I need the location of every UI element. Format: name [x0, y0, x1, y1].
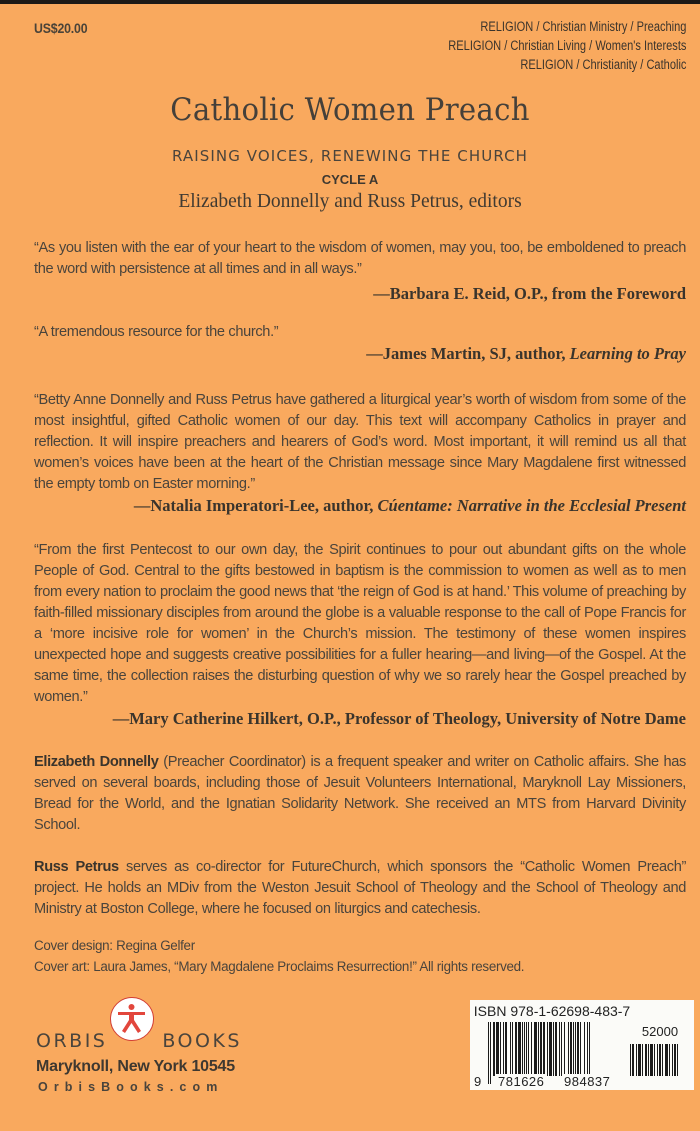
endorsement-quote — [34, 238, 686, 280]
barcode-bar — [540, 1022, 542, 1076]
attribution-work: Learning to Pray — [569, 344, 686, 363]
bio-text: (Preacher Coordinator) is a frequent speaker and writer on Catholic affairs. She has served on several boards, including those of Jesuit Volunteers International, Maryknoll Lay Missioners, Bread for the World, and the Ignatian Solidarity Network. She received an MTS from Harvard Divinity School. — [34, 754, 686, 833]
quote-text: “Betty Anne Donnelly and Russ Petrus have gathered a liturgical year’s worth of wisdom from some of the most insightful, gifted Catholic women of our day. This text will accompany Catholics in prayer and reflection. It will inspire preachers and hearers of God’s word. Most important, it will remind us all that women’s voices have been at the heart of the Christian message since Mary Magdalene first witnessed the empty tomb on Easter morning.” — [34, 392, 686, 492]
barcode-bar — [510, 1022, 511, 1076]
barcode-bar — [648, 1044, 649, 1076]
price-code: 52000 — [641, 1024, 679, 1039]
attribution-text: —Barbara E. Reid, O.P., from the Foreword — [373, 284, 686, 303]
endorsement-quote — [34, 322, 686, 343]
bio-text: serves as co-director for FutureChurch, which sponsors the “Catholic Women Preach” project. He holds an MDiv from the Weston Jesuit School of Theology and the School of Theology and Ministry at Boston College, where he focused on liturgics and catechesis. — [34, 859, 686, 917]
endorsement-attribution — [373, 284, 686, 304]
attribution-work: Cúentame: Narrative in the Ecclesial Present — [377, 496, 686, 515]
publisher-website[interactable]: OrbisBooks.com — [38, 1080, 224, 1094]
quote-text: “As you listen with the ear of your heart to the wisdom of women, may you, too, be emboldened to preach the word with persistence at all times and in all ways.” — [34, 240, 686, 277]
barcode-bar — [580, 1022, 581, 1076]
barcode-bar — [518, 1022, 521, 1076]
top-edge-band — [0, 0, 700, 4]
barcode-bar — [642, 1044, 643, 1076]
barcode-bar — [674, 1044, 676, 1076]
barcode-bar — [549, 1022, 552, 1076]
barcode-bar — [559, 1022, 560, 1076]
barcode-bar — [575, 1022, 576, 1076]
barcode-bar — [543, 1022, 545, 1076]
barcode-bar — [677, 1044, 678, 1076]
price: US$20.00 — [34, 20, 88, 36]
barcode-bar — [568, 1022, 569, 1076]
bio-name: Russ Petrus — [34, 859, 119, 875]
endorsement-quote — [34, 540, 686, 708]
endorsement-attribution — [366, 344, 686, 364]
editors-line: Elizabeth Donnelly and Russ Petrus, editors — [178, 191, 522, 212]
barcode-bar — [672, 1044, 673, 1076]
barcode-bar — [488, 1022, 489, 1084]
barcode-bar — [547, 1022, 548, 1076]
barcode-bar — [630, 1044, 631, 1076]
endorsement-quote — [34, 390, 686, 495]
barcode-bar — [526, 1022, 527, 1076]
barcode-bar — [650, 1044, 653, 1076]
barcode-bar — [632, 1044, 634, 1076]
barcode-bar — [505, 1022, 507, 1076]
barcode-digits-left: 781626 — [498, 1074, 545, 1089]
barcode-bar — [662, 1044, 663, 1076]
barcode-bar — [669, 1044, 670, 1076]
barcode-bar — [493, 1022, 495, 1076]
category-line: RELIGION / Christianity / Catholic — [519, 57, 686, 72]
barcode-bar — [534, 1022, 537, 1076]
barcode-bar — [577, 1022, 579, 1076]
addon-barcode-bars — [630, 1044, 692, 1084]
barcode-bar — [531, 1022, 532, 1076]
quote-text: “A tremendous resource for the church.” — [34, 324, 279, 340]
barcode-bar — [564, 1022, 565, 1076]
figure-glyph — [111, 998, 152, 1039]
publisher-name-right: BOOKS — [162, 1030, 242, 1052]
attribution-text: —Mary Catherine Hilkert, O.P., Professor of Theology, University of Notre Dame — [112, 709, 686, 728]
publisher-name-left: ORBIS — [36, 1030, 108, 1052]
editor-bio — [34, 752, 686, 836]
barcode-bar — [645, 1044, 647, 1076]
isbn-barcode — [470, 1000, 694, 1090]
barcode-bar — [555, 1022, 557, 1076]
barcode-bar — [515, 1022, 517, 1076]
orbis-figure-seal-icon — [110, 997, 154, 1041]
isbn-number: ISBN 978-1-62698-483-7 — [473, 1003, 631, 1019]
category-line: RELIGION / Christian Ministry / Preaching — [479, 19, 686, 34]
endorsement-attribution — [113, 709, 686, 729]
barcode-bar — [503, 1022, 504, 1076]
book-subtitle: RAISING VOICES, RENEWING THE CHURCH — [171, 147, 529, 165]
barcode-digit-first: 9 — [474, 1074, 482, 1089]
barcode-bar — [538, 1022, 539, 1076]
barcode-bar — [638, 1044, 641, 1076]
barcode-bar — [553, 1022, 554, 1076]
barcode-bar — [496, 1022, 499, 1076]
attribution-text: —Natalia Imperatori-Lee, author, — [133, 496, 378, 515]
barcode-bar — [659, 1044, 661, 1076]
barcode-bar — [561, 1022, 562, 1076]
barcode-bar — [665, 1044, 668, 1076]
barcode-bar — [500, 1022, 501, 1076]
barcode-digits-right: 984837 — [564, 1074, 611, 1089]
attribution-text: —James Martin, SJ, author, — [366, 344, 570, 363]
barcode-bar — [512, 1022, 513, 1076]
book-title: Catholic Women Preach — [170, 92, 530, 128]
editor-bio — [34, 857, 686, 920]
cover-art-credit: Cover art: Laura James, “Mary Magdalene Proclaims Resurrection!” All rights reserved. — [34, 959, 525, 974]
barcode-bar — [522, 1022, 523, 1076]
publisher-address: Maryknoll, New York 10545 — [36, 1058, 235, 1075]
barcode-bar — [490, 1022, 491, 1084]
barcode-bar — [584, 1022, 585, 1076]
barcode-bar — [636, 1044, 637, 1076]
cycle-label: CYCLE A — [321, 172, 379, 187]
quote-text: “From the first Pentecost to our own day, the Spirit continues to pour out abundant gifts on the whole People of God. Central to the gifts bestowed in baptism is the commission to women as well as to men from every nation to proclaim the good news that ‘the reign of God is at hand.’ This volume of preaching by faith-filled missionary disciples from around the globe is a valuable response to the call of Pope Francis for a ‘more incisive role for women’ in the Church’s mission. The testimony of these women inspires unexpected hope and suggests creative possibilities for a fuller hearing—and living—of the Gospel. At the same time, the collection raises the disturbing question of why we so rarely hear the Gospel preached by women.” — [34, 542, 686, 705]
bio-name: Elizabeth Donnelly — [34, 754, 159, 770]
category-line: RELIGION / Christian Living / Women's Interests — [447, 38, 686, 53]
barcode-bar — [528, 1022, 529, 1076]
bisac-categories — [396, 17, 686, 74]
cover-design-credit: Cover design: Regina Gelfer — [34, 938, 195, 953]
endorsement-attribution — [134, 496, 686, 516]
barcode-bar — [654, 1044, 655, 1076]
barcode-bar — [524, 1022, 525, 1076]
barcode-bar — [657, 1044, 658, 1076]
